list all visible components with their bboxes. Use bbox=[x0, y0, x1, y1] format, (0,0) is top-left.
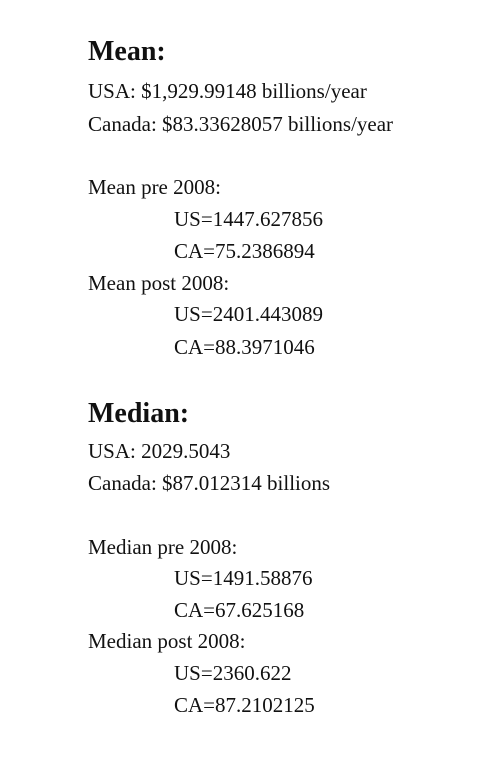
median-post-2008-us: US=2360.622 bbox=[174, 661, 292, 685]
median-pre-2008-label: Median pre 2008: bbox=[88, 535, 238, 559]
median-canada: Canada: $87.012314 billions bbox=[88, 471, 331, 495]
median-heading: Median: bbox=[88, 398, 190, 429]
median-pre-2008-us: US=1491.58876 bbox=[174, 566, 313, 590]
median-pre-2008-ca: CA=67.625168 bbox=[174, 598, 305, 622]
median-post-2008-ca: CA=87.2102125 bbox=[174, 693, 315, 717]
mean-pre-2008-us: US=1447.627856 bbox=[174, 207, 323, 231]
mean-heading: Mean: bbox=[88, 36, 166, 67]
mean-pre-2008-label: Mean pre 2008: bbox=[88, 175, 221, 199]
mean-post-2008-label: Mean post 2008: bbox=[88, 271, 230, 295]
median-usa: USA: 2029.5043 bbox=[88, 439, 231, 463]
mean-usa: USA: $1,929.99148 billions/year bbox=[88, 79, 367, 103]
mean-post-2008-us: US=2401.443089 bbox=[174, 302, 323, 326]
mean-post-2008-ca: CA=88.3971046 bbox=[174, 335, 315, 359]
mean-canada: Canada: $83.33628057 billions/year bbox=[88, 112, 394, 136]
median-post-2008-label: Median post 2008: bbox=[88, 629, 246, 653]
mean-pre-2008-ca: CA=75.2386894 bbox=[174, 239, 315, 263]
